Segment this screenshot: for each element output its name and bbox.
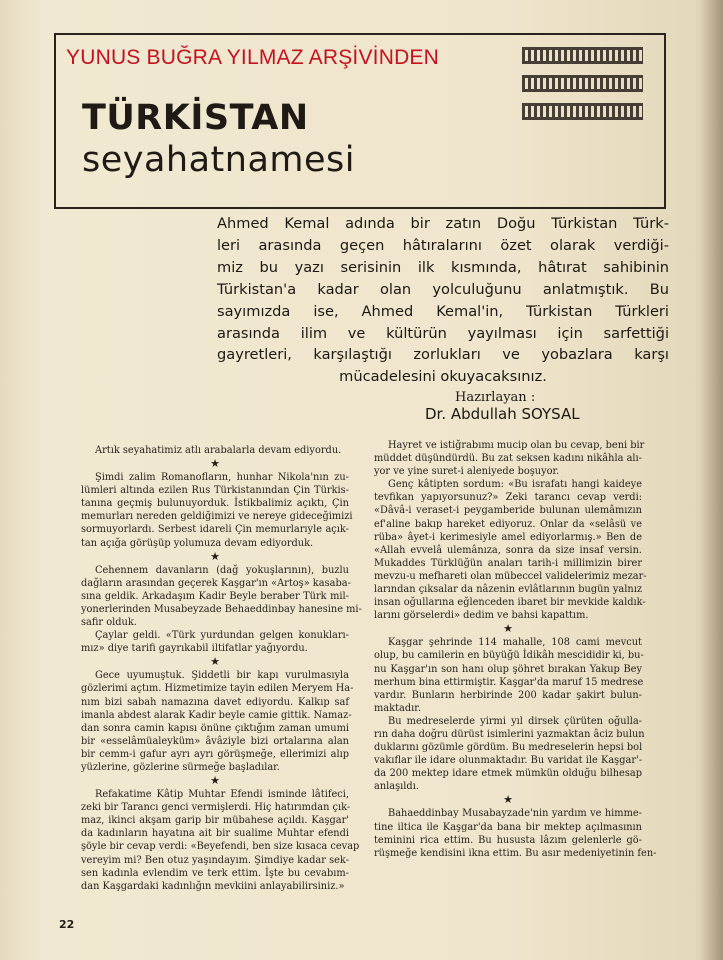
text-line: Şimdi zalim Romanofların, hunhar Nikola'nın zu- (95, 472, 349, 484)
text-line: nu Kaşgar'ın son hanı olup şöhret bırakan Yakup Bey (374, 663, 642, 675)
text-line: vereyim mi? Ben otuz yaşındayım. Şimdiye kadar sek- (81, 854, 349, 866)
text-line: rüşmeğe kendisini ikna ettim. Bu asır medeniyetinin fen- (374, 847, 657, 859)
prepared-by-label: Hazırlayan : (455, 390, 536, 405)
left-text-column (81, 444, 362, 893)
intro-line: Ahmed Kemal adında bir zatın Doğu Türkistan Türk- (217, 215, 669, 232)
text-line: duklarını gözümle gördüm. Bu medreselerin hepsi bol (374, 742, 643, 754)
text-line: müddet düşündürdü. Bu zat seksen kadını nikâhla alı- (374, 453, 642, 465)
text-line: olup, bu camilerin en büyüğü İdikâh mescididir ki, bu- (374, 650, 644, 662)
text-line: da kadınların hayatına ait bir sualime Muhtar efendi (81, 828, 349, 840)
text-line: mız» diye tarifi gayrıkabil iltifatlar yağıyordu. (81, 643, 308, 655)
text-line: safir olduk. (81, 617, 137, 629)
text-line: lümleri altında ezilen Rus Türkistanından Çin Türkis- (81, 485, 349, 497)
text-line: vakıflar ile idare olunmaktadır. Bu varidat ile Kaşgar'- (374, 755, 642, 767)
section-divider-star-icon: ★ (210, 655, 220, 669)
text-line: maz, ikinci akşam garip bir mübahese açıldı. Kaşgar' (81, 815, 349, 827)
page-number: 22 (59, 918, 75, 931)
archive-label: YUNUS BUĞRA YILMAZ ARŞİVİNDEN (66, 46, 440, 69)
section-divider-star-icon: ★ (503, 793, 513, 807)
text-line: Çaylar geldi. «Türk yurdundan gelgen konukları- (95, 630, 349, 642)
author-name: Dr. Abdullah SOYSAL (425, 405, 580, 423)
intro-line: gayretleri, karşılaştığı zorlukları ve yobazlara karşı (217, 346, 669, 364)
article-title: TÜRKİSTAN (82, 98, 309, 138)
text-line: dan Kaşgardaki kadınlığın mevkiini anlayabilirsiniz.» (81, 880, 345, 892)
text-line: Genç kâtipten sordum: «Bu israfatı hangi kaideye (388, 479, 642, 491)
text-line: sına geldik. Arkadaşım Kadir Beyle beraber Türk mil- (81, 590, 349, 602)
section-divider-star-icon: ★ (210, 457, 220, 471)
text-line: dan sonra camin kapısı önüne çıktığım zaman umumi (81, 722, 349, 734)
text-line: memurları nereden geldiğimizi ve nereye gideceğimizi (81, 511, 353, 523)
text-line: insan oğullarına eğlenceden ibaret bir mevkide kaldık- (374, 597, 646, 609)
decorative-ornament-band (522, 47, 643, 64)
text-line: zeki bir Tarancı genci vermişlerdi. Hiç hatırımdan çık- (81, 802, 351, 814)
text-line: Mukaddes Türklüğün anaları tarih-i millimizin birer (374, 557, 642, 569)
text-line: anlaşıldı. (374, 781, 419, 793)
text-line: şöyle bir cevap verdi: «Beyefendi, ben size kısaca cevap (81, 841, 360, 853)
decorative-ornament-band (522, 75, 643, 92)
text-line: teminini rica ettim. Bu hususta lâzım gelenlerle gö- (374, 834, 642, 846)
intro-line: arasında ilim ve kültürün yayılması için sarfettiği (217, 324, 669, 342)
text-line: tanına geçmiş bulunuyorduk. İstikbalimiz açıktı, Çin (81, 498, 349, 510)
intro-line: mücadelesini okuyacaksınız. (339, 368, 547, 386)
text-line: bir «esselâmüaleyküm» âvâziyle bizi ortalarına alan (81, 735, 349, 747)
text-line: tevfikan yapıyorsunuz?» Zeki tarancı cevap verdi: (374, 492, 642, 504)
text-line: gözlerimi açtım. Hizmetimize tayin edilen Meryem Ha- (81, 683, 354, 695)
section-divider-star-icon: ★ (210, 549, 220, 563)
text-line: Bu medreselerde yirmi yıl dirsek çürüten oğulla- (388, 715, 642, 727)
text-line: Gece uyumuştuk. Şiddetli bir kapı vurulmasıyla (95, 670, 349, 682)
intro-line: miz bu yazı serisinin ilk kısmında, hâtırat sahibinin (217, 258, 669, 276)
text-line: nım bizi sabah namazına davet ediyordu. Kalkıp saf (81, 696, 349, 708)
text-line: da 200 mektep idare etmek mümkün olduğu bilhesap (374, 768, 642, 780)
section-divider-star-icon: ★ (210, 774, 220, 788)
text-line: Bahaeddinbay Musabayzade'nin yardım ve himme- (388, 808, 642, 820)
text-line: sormuyorlardı. Serbest idareli Çin memurlarıyle açık- (81, 524, 349, 536)
right-text-column (374, 439, 657, 860)
text-line: larını görselerdi» dedim ve bahsi kapattım. (374, 610, 589, 622)
text-line: ef'aline bakıp hareket ediyoruz. Onlar da «selâsü ve (374, 518, 642, 530)
text-line: Hayret ve istiğrabımı mucip olan bu cevap, beni bir (388, 440, 645, 451)
text-line: yonerlerinden Musabeyzade Behaeddinbay hanesine mi- (81, 603, 362, 615)
text-line: Refakatime Kâtip Muhtar Efendi isminde lâtifeci, (95, 789, 349, 801)
text-line: sen kadınla evlendim ve terk ettim. İşte bu cevabım- (81, 867, 349, 879)
text-line: yüzlerine, gözlerine sürmeğe başladılar. (81, 761, 280, 773)
text-line: dağların arasından geçerek Kaşgar'ın «Artoş» kasaba- (81, 577, 351, 589)
text-line: «Dâvâ-i veraset-i peygamberide bulunan ulemâmızın (374, 505, 642, 517)
text-line: larından çıksalar da nâzenin evlâtlarının bugün yalnız (374, 584, 642, 596)
text-line: tan açığa görüşüp yolumuza devam ediyorduk. (81, 537, 314, 549)
decorative-ornament-band (522, 103, 643, 120)
article-subtitle: seyahatnamesi (82, 140, 355, 180)
text-line: Artık seyahatimiz atlı arabalarla devam ediyordu. (95, 445, 342, 456)
text-line: Cehennem davanların (dağ yokuşlarının), buzlu (95, 564, 349, 576)
page-spine-shadow (701, 0, 723, 960)
text-line: bir cemm-i gafur ayrı ayrı görüşmeğe, ellerimizi alıp (81, 748, 349, 760)
text-line: merhum bina ettirmiştir. Kaşgar'da maruf 15 medrese (374, 676, 644, 688)
intro-line: Türkistan'a kadar olan yolculuğunu anlatmıştık. Bu (217, 280, 669, 298)
intro-line: leri arasında geçen hâtıralarını özet olarak verdiği- (217, 236, 669, 254)
text-line: mevzu-u mefhareti olan mübeccel validelerimiz mezar- (374, 570, 647, 582)
intro-paragraph (217, 213, 669, 388)
text-line: tine iltica ile Kaşgar'da bana bir mektep açılmasının (374, 821, 642, 833)
text-line: rın daha doğru dürüst isimlerini yazmaktan âciz bulun (374, 728, 645, 740)
text-line: vardır. Bunların herbirinde 200 kadar şakirt bulun- (374, 689, 642, 701)
text-line: rüba» âyet-i kerimesiyle amel ediyorlarmış.» Ben de (374, 531, 642, 543)
text-line: Kaşgar şehrinde 114 mahalle, 108 cami mevcut (388, 637, 642, 649)
text-line: yor ve yine suret-i aleniyede boşuyor. (374, 466, 560, 478)
section-divider-star-icon: ★ (503, 622, 513, 636)
text-line: imanla abdest alarak Kadir beyle camie gittik. Namaz- (81, 709, 352, 721)
intro-line: sayımızda ise, Ahmed Kemal'in, Türkistan Türkleri (217, 302, 669, 320)
text-line: maktadır. (374, 702, 421, 714)
text-line: «Allah evvelâ ulemânıza, sonra da size insaf versin. (374, 544, 642, 556)
